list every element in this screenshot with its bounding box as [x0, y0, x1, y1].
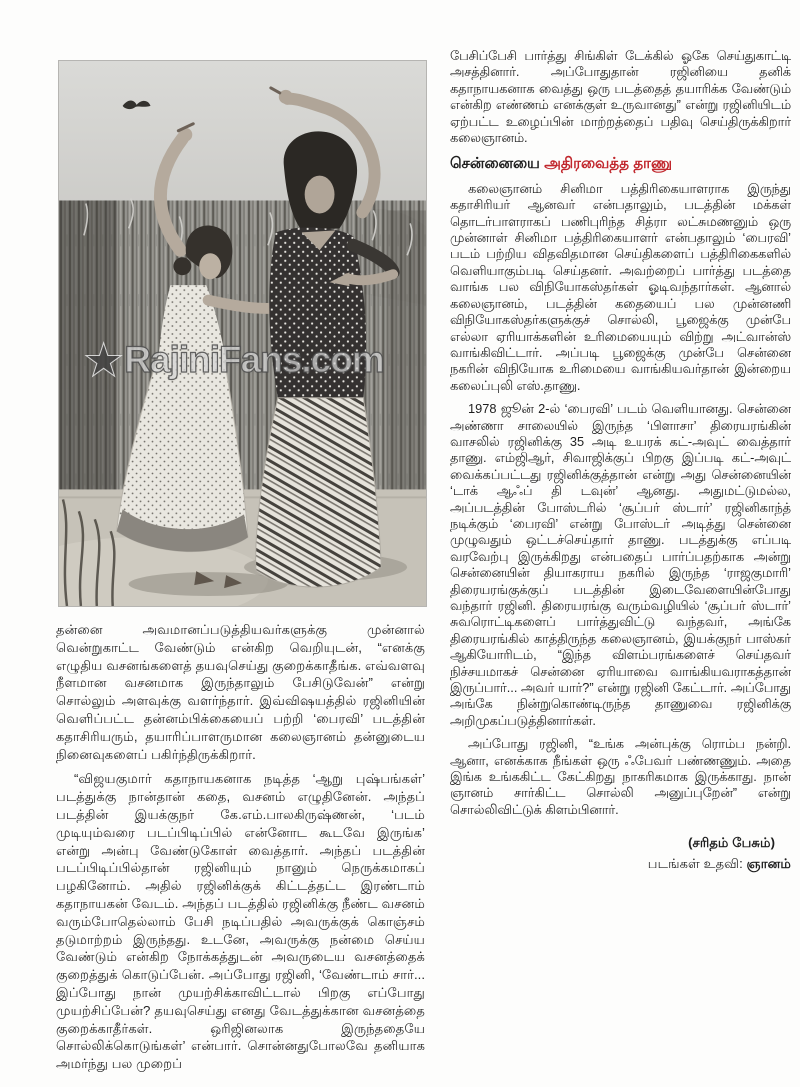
paragraph: “விஜயகுமார் கதாநாயகனாக நடித்த ‘ஆறு புஷ்பங்கள்’ படத்துக்கு நான்தான் கதை, வசனம் எழுதினேன். அந்தப் படத்தின் இயக்குநர் கே.எம்.பாலகிருஷ்ணன், ‘படம் முடியும்வரை படப்பிடிப்பில் என்னோட கூடவே இருங்க’ என்று அன்பு வேண்டுகோள் வைத்தார். அந்தப் படத்தின் படப்பிடிப்பில்தான் ரஜினியும் நானும் நெருக்கமாகப் பழகினோம். அதில் ரஜினிக்குக் கிட்டத்தட்ட இரண்டாம் கதாநாயகன் வேடம். அந்தப் படத்தில் ரஜினிக்கு நீண்ட வசனம் வரும்போதெல்லாம் பேசி நடிப்பதில் அவருக்குக் கொஞ்சம் தடுமாற்றம் இருந்தது. உடனே, அவருக்கு நன்மை செய்ய வேண்டும் என்கிற நோக்கத்துடன் அவருடைய வசனத்தைக் குறைத்துக் கொடுப்பேன். அப்போது ரஜினி, ‘வேண்டாம் சார்... இப்போது நான் முயற்சிக்காவிட்டால் பிறகு எப்போது முயற்சிப்பேன்? தயவுசெய்து எனது வேடத்துக்கான வசனத்தை குறைக்காதீர்கள். ஒரிஜினலாக இருந்ததையே சொல்லிக்கொடுங்கள்’ என்பார். சொன்னதுபோலவே தனியாக அமர்ந்து பல முறைப்: [56, 771, 425, 1072]
photo-credit-label: படங்கள் உதவி:: [647, 856, 743, 872]
right-column: [450, 48, 791, 1083]
credits-block: [450, 832, 791, 874]
left-column: [56, 621, 425, 1083]
paragraph: அப்போது ரஜினி, “உங்க அன்புக்கு ரொம்ப நன்றி. ஆனா, எனக்காக நீங்கள் ஒரு ஃபேவர் பண்ணணும். அதை இங்க உங்ககிட்ட கேட்கிறது நாகரிகமாக இருக்காது. நான் ஞானம் சார்கிட்ட சொல்லி அனுப்புறேன்” என்று சொல்லிவிட்டுக் கிளம்பினார்.: [450, 736, 791, 817]
section-heading-red: அதிரவைத்த தாணு: [544, 156, 672, 173]
film-still-photo: [58, 60, 427, 607]
paragraph: கலைஞானம் சினிமா பத்திரிகையாளராக இருந்து கதாசிரியர் ஆனவர் என்பதாலும், படத்தின் மக்கள் தொடர்பாளராகப் பணிபுரிந்த சித்ரா லட்சுமணனும் ஒரு முன்னாள் சினிமா பத்திரிகையாளர் என்பதாலும் ‘பைரவி’ படம் பற்றிய விதவிதமான செய்திகளைப் பத்திரிகைகளில் வெளியாகும்படி செய்தனர். அவற்றைப் பார்த்து படத்தை வாங்க பல விநியோகஸ்தர்கள் ஓடிவந்தார்கள். ஆனால் கலைஞானம், படத்தின் கதையைப் பல முன்னணி விநியோகஸ்தர்களுக்குச் சொல்லி, பூஜைக்கு முன்பே எல்லா ஏரியாக்களின் உரிமையையும் விற்று அட்வான்ஸ் வாங்கிவிட்டார். அப்படி பூஜைக்கு முன்பே சென்னை நகரின் விநியோக உரிமையை வாங்கியவர்தான் இன்றைய கலைப்புலி எஸ்.தாணு.: [450, 180, 791, 393]
section-heading: [450, 156, 791, 172]
paragraph: தன்னை அவமானப்படுத்தியவர்களுக்கு முன்னால் வென்றுகாட்ட வேண்டும் என்கிற வெறியுடன், “எனக்கு எழுதிய வசனங்களைத் தயவுசெய்து குறைக்காதீங்க. எவ்வளவு நீளமான வசனமாக இருந்தாலும் பேசிடுவேன்” என்று சொல்லும் அளவுக்கு வளர்ந்தார். இவ்விஷயத்தில் ரஜினியின் வெளிப்பட்ட தன்னம்பிக்கையைப் பற்றி ‘பைரவி’ படத்தின் கதாசிரியரும், தயாரிப்பாளருமான கலைஞானம் தன்னுடைய நினைவுகளைப் பகிர்ந்திருக்கிறார்.: [56, 622, 425, 762]
watermark-text: RajiniFans.com: [124, 339, 384, 380]
paragraph: பேசிப்பேசி பார்த்து சிங்கிள் டேக்கில் ஓகே செய்துகாட்டி அசத்தினார். அப்போதுதான் ரஜினியை தனிக் கதாநாயகனாக வைத்து ஒரு படத்தைத் தயாரிக்க வேண்டும் என்கிற எண்ணம் எனக்குள் உருவானது” என்று ரஜினியிடம் ஏற்பட்ட உழைப்பின் மாற்றத்தைப் பதிவு செய்திருக்கிறார் கலைஞானம்.: [450, 48, 791, 146]
watermark: [83, 334, 384, 386]
photo-credit: [450, 853, 791, 874]
section-heading-black: சென்னையை: [450, 156, 540, 173]
star-icon: ★: [83, 334, 124, 386]
series-byline: (சரிதம் பேசும்): [688, 835, 775, 851]
paragraph: 1978 ஜூன் 2-ல் ‘பைரவி’ படம் வெளியானது. சென்னை அண்ணா சாலையில் இருந்த ‘பிளாசா’ திரையரங்கின் வாசலில் ரஜினிக்கு 35 அடி உயரக் கட்-அவுட் வைத்தார் தாணு. எம்ஜிஆர், சிவாஜிக்குப் பிறகு இப்படி கட்-அவுட் வைக்கப்பட்டது ரஜினிக்குத்தான் என்று அது சென்னையின் ‘டாக் ஆஃப் தி டவுன்’ ஆனது. அதுமட்டுமல்ல, அப்படத்தின் போஸ்டரில் ‘சூப்பர் ஸ்டார்’ ரஜினிகாந்த் நடிக்கும் ‘பைரவி’ என்று போஸ்டர் அடித்து சென்னை முழுவதும் ஒட்டச்செய்தார் தாணு. படத்துக்கு எப்படி வரவேற்பு இருக்கிறது என்பதைப் பார்ப்பதற்காக அன்று சென்னையின் தியாகராய நகரில் இருந்த ‘ராஜகுமாரி’ திரையரங்குக்குப் படத்தின் இடைவேளையின்போது வந்தார் ரஜினி. திரையரங்கு வரும்வழியில் ‘சூப்பர் ஸ்டார்’ சுவரொட்டிகளைப் பார்த்துவிட்டு வந்தவர், அங்கே திரையரங்கில் காத்திருந்த கலைஞானம், இயக்குநர் பாஸ்கர் ஆகியோரிடம், “இந்த விளம்பரங்களைச் செய்தவர் நிச்சயமாகச் சென்னை ஏரியாவை வாங்கியவராகத்தான் இருப்பார்... அவர் யார்?” என்று ரஜினி கேட்டார். அப்போது அங்கே நின்றுகொண்டிருந்த தாணுவை ரஜினிக்கு அறிமுகப்படுத்தினார்கள்.: [450, 401, 791, 728]
photo-credit-name: ஞானம்: [746, 856, 791, 872]
